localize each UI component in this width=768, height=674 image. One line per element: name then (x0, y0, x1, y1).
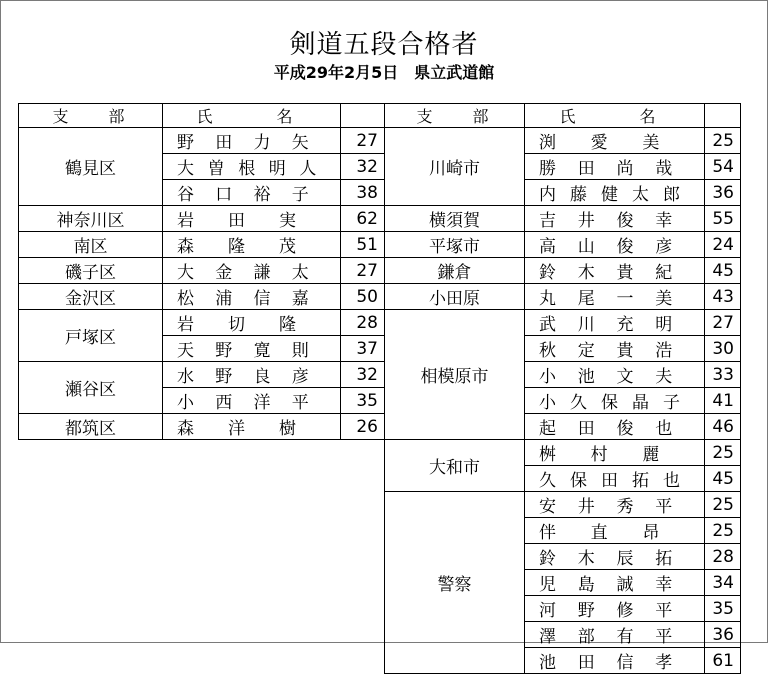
name-char: 大 (177, 159, 194, 179)
page-subtitle: 平成29年2月5日 県立武道館 (273, 63, 495, 82)
name-char: 秋 (539, 341, 556, 361)
name-char: 児 (539, 575, 556, 595)
name-char: 起 (539, 419, 556, 439)
name-char: 則 (291, 341, 309, 361)
age-cell: 36 (705, 180, 741, 206)
member-name (177, 232, 330, 257)
table-row (19, 128, 385, 154)
age-cell: 50 (341, 284, 385, 310)
branch-cell: 鎌倉 (385, 258, 525, 284)
age-cell: 25 (705, 128, 741, 154)
age-cell: 62 (341, 206, 385, 232)
name-char: 澤 (539, 627, 556, 647)
name-char: 太 (632, 185, 649, 205)
name-cell (525, 440, 705, 466)
name-char: 信 (253, 289, 271, 309)
name-char: 井 (577, 497, 595, 517)
age-cell: 35 (705, 596, 741, 622)
name-char: 子 (663, 393, 680, 413)
age-cell: 37 (341, 336, 385, 362)
name-char: 井 (577, 211, 595, 231)
name-char: 田 (577, 419, 595, 439)
name-cell (525, 544, 705, 570)
branch-cell: 神奈川区 (19, 206, 163, 232)
name-cell (525, 518, 705, 544)
name-char: 貴 (616, 341, 634, 361)
table-row (385, 310, 741, 336)
age-cell: 32 (341, 154, 385, 180)
table-row (19, 414, 385, 440)
name-char: 小 (539, 393, 556, 413)
branch-cell: 横須賀 (385, 206, 525, 232)
name-char: 昂 (642, 523, 660, 543)
member-name (539, 310, 694, 335)
name-char: 直 (590, 523, 608, 543)
name-char: 天 (177, 341, 194, 361)
name-char: 矢 (291, 133, 309, 153)
member-name (177, 258, 330, 283)
name-char: 野 (577, 601, 595, 621)
age-cell: 38 (341, 180, 385, 206)
member-name (539, 388, 694, 413)
name-char: 也 (663, 471, 680, 491)
name-char: 哉 (655, 159, 673, 179)
name-char: 樹 (279, 419, 296, 439)
name-cell (525, 388, 705, 414)
name-char: 拓 (632, 471, 649, 491)
name-char: 池 (539, 653, 556, 673)
name-char: 拓 (655, 549, 673, 569)
table-row (19, 310, 385, 336)
age-cell: 25 (705, 440, 741, 466)
age-cell: 24 (705, 232, 741, 258)
header-name-text: 氏名 (559, 107, 720, 126)
header-branch (19, 104, 163, 128)
table-header-row (19, 104, 385, 128)
name-char: 謙 (253, 263, 271, 283)
member-name (177, 206, 330, 231)
age-cell: 28 (705, 544, 741, 570)
age-cell: 45 (705, 258, 741, 284)
age-cell: 32 (341, 362, 385, 388)
member-name (177, 284, 330, 309)
name-char: 田 (228, 211, 245, 231)
name-char: 切 (228, 315, 245, 335)
name-cell (525, 128, 705, 154)
branch-cell: 警察 (385, 492, 525, 674)
branch-cell: 鶴見区 (19, 128, 163, 206)
member-name (177, 414, 330, 439)
name-char: 浦 (215, 289, 233, 309)
member-name (177, 362, 330, 387)
age-cell: 36 (705, 622, 741, 648)
name-cell (525, 622, 705, 648)
header-name (525, 104, 720, 128)
age-cell: 27 (341, 258, 385, 284)
name-char: 晶 (632, 393, 649, 413)
age-cell: 46 (705, 414, 741, 440)
name-char: 信 (616, 653, 634, 673)
member-name (539, 518, 694, 543)
name-char: 曽 (207, 159, 225, 179)
name-char: 夫 (655, 367, 673, 387)
name-char: 久 (539, 471, 556, 491)
name-cell (163, 362, 341, 388)
name-char: 良 (253, 367, 271, 387)
name-char: 小 (177, 393, 194, 413)
member-name (177, 180, 330, 205)
age-cell: 51 (341, 232, 385, 258)
member-name (177, 128, 330, 153)
name-cell (525, 362, 705, 388)
name-char: 修 (616, 601, 634, 621)
name-char: 麗 (642, 445, 660, 465)
name-cell (163, 336, 341, 362)
name-cell (163, 154, 341, 180)
name-char: 水 (177, 367, 194, 387)
branch-cell: 平塚市 (385, 232, 525, 258)
name-char: 田 (215, 133, 233, 153)
name-char: 尚 (616, 159, 634, 179)
page-title: 剣道五段合格者 (289, 30, 479, 60)
member-name (539, 180, 694, 205)
name-char: 川 (577, 315, 595, 335)
name-cell (525, 648, 705, 674)
name-char: 健 (601, 185, 618, 205)
table-row (385, 284, 741, 310)
name-char: 平 (655, 601, 673, 621)
name-cell (525, 180, 705, 206)
name-char: 隆 (228, 237, 245, 257)
table-row (385, 232, 741, 258)
age-cell: 33 (705, 362, 741, 388)
member-name (539, 570, 694, 595)
name-char: 辰 (616, 549, 634, 569)
branch-cell: 磯子区 (19, 258, 163, 284)
name-cell (163, 180, 341, 206)
name-char: 部 (577, 627, 595, 647)
age-cell: 61 (705, 648, 741, 674)
age-cell: 25 (705, 518, 741, 544)
age-cell: 30 (705, 336, 741, 362)
name-char: 谷 (177, 185, 194, 205)
header-branch-text: 支部 (52, 107, 165, 126)
name-cell (163, 284, 341, 310)
member-name (177, 336, 330, 361)
age-cell: 27 (341, 128, 385, 154)
table-row (19, 258, 385, 284)
table-row (385, 206, 741, 232)
name-char: 貴 (616, 263, 634, 283)
age-cell: 26 (341, 414, 385, 440)
member-name (539, 440, 694, 465)
name-char: 村 (590, 445, 608, 465)
name-char: 保 (601, 393, 618, 413)
name-char: 也 (655, 419, 673, 439)
member-name (539, 544, 694, 569)
name-char: 洋 (228, 419, 245, 439)
name-char: 田 (601, 471, 618, 491)
name-char: 郎 (663, 185, 680, 205)
name-char: 高 (539, 237, 556, 257)
member-name (539, 622, 694, 647)
age-cell: 25 (705, 492, 741, 518)
branch-cell: 川崎市 (385, 128, 525, 206)
name-cell (163, 206, 341, 232)
name-char: 木 (577, 549, 595, 569)
name-cell (525, 336, 705, 362)
branch-cell: 相模原市 (385, 310, 525, 440)
name-char: 愛 (590, 133, 608, 153)
name-char: 勝 (539, 159, 556, 179)
age-cell: 43 (705, 284, 741, 310)
name-cell (525, 258, 705, 284)
member-name (177, 388, 330, 413)
name-char: 保 (570, 471, 587, 491)
name-cell (525, 466, 705, 492)
name-char: 野 (177, 133, 194, 153)
name-cell (163, 388, 341, 414)
name-cell (525, 492, 705, 518)
age-cell: 28 (341, 310, 385, 336)
header-name (163, 104, 357, 128)
table-row (385, 258, 741, 284)
name-char: 森 (177, 237, 194, 257)
name-char: 吉 (539, 211, 556, 231)
member-name (539, 492, 694, 517)
name-cell (525, 232, 705, 258)
member-name (539, 128, 694, 153)
name-cell (525, 206, 705, 232)
name-char: 充 (616, 315, 634, 335)
name-char: 力 (253, 133, 271, 153)
name-char: 彦 (291, 367, 309, 387)
name-cell (525, 570, 705, 596)
name-cell (525, 596, 705, 622)
results-table-left (18, 103, 385, 440)
name-char: 俊 (616, 419, 634, 439)
age-cell: 27 (705, 310, 741, 336)
name-char: 木 (577, 263, 595, 283)
name-char: 河 (539, 601, 556, 621)
name-char: 平 (655, 497, 673, 517)
table-row (19, 284, 385, 310)
name-char: 茂 (279, 237, 296, 257)
name-char: 藤 (570, 185, 587, 205)
name-char: 岩 (177, 315, 194, 335)
header-branch (385, 104, 529, 128)
age-cell: 45 (705, 466, 741, 492)
name-char: 有 (616, 627, 634, 647)
name-cell (163, 128, 341, 154)
name-char: 子 (291, 185, 309, 205)
branch-cell: 小田原 (385, 284, 525, 310)
name-char: 人 (299, 159, 317, 179)
age-cell: 55 (705, 206, 741, 232)
name-char: 幸 (655, 575, 673, 595)
name-cell (525, 284, 705, 310)
name-char: 大 (177, 263, 194, 283)
name-char: 隆 (279, 315, 296, 335)
name-char: 根 (238, 159, 256, 179)
name-char: 実 (279, 211, 296, 231)
name-char: 田 (577, 159, 595, 179)
name-char: 丸 (539, 289, 556, 309)
name-char: 野 (215, 367, 233, 387)
name-char: 紀 (655, 263, 673, 283)
age-cell: 34 (705, 570, 741, 596)
header-name-text: 氏名 (196, 107, 357, 126)
name-char: 岩 (177, 211, 194, 231)
branch-cell: 戸塚区 (19, 310, 163, 362)
branch-cell: 瀬谷区 (19, 362, 163, 414)
name-char: 定 (577, 341, 595, 361)
member-name (539, 414, 694, 439)
table-row (19, 206, 385, 232)
member-name (539, 284, 694, 309)
member-name (539, 596, 694, 621)
name-char: 文 (616, 367, 634, 387)
member-name (539, 466, 694, 491)
name-char: 浩 (655, 341, 673, 361)
name-char: 武 (539, 315, 556, 335)
name-char: 美 (642, 133, 660, 153)
name-char: 桝 (539, 445, 556, 465)
name-char: 伴 (539, 523, 556, 543)
name-char: 嘉 (291, 289, 309, 309)
name-char: 裕 (253, 185, 271, 205)
member-name (539, 154, 694, 179)
member-name (539, 206, 694, 231)
name-char: 野 (215, 341, 233, 361)
name-char: 松 (177, 289, 194, 309)
table-row (19, 232, 385, 258)
name-char: 尾 (577, 289, 595, 309)
name-char: 小 (539, 367, 556, 387)
name-cell (525, 414, 705, 440)
member-name (539, 258, 694, 283)
name-cell (163, 310, 341, 336)
name-char: 久 (570, 393, 587, 413)
table-row (385, 492, 741, 518)
results-table-right (384, 103, 741, 674)
name-cell (525, 154, 705, 180)
name-char: 美 (655, 289, 673, 309)
name-char: 田 (577, 653, 595, 673)
member-name (539, 648, 694, 673)
member-name (539, 362, 694, 387)
member-name (177, 310, 330, 335)
name-char: 誠 (616, 575, 634, 595)
branch-cell: 大和市 (385, 440, 525, 492)
name-char: 渕 (539, 133, 556, 153)
name-char: 孝 (655, 653, 673, 673)
age-cell: 54 (705, 154, 741, 180)
name-cell (525, 310, 705, 336)
name-char: 一 (616, 289, 634, 309)
branch-cell: 都筑区 (19, 414, 163, 440)
name-char: 俊 (616, 211, 634, 231)
name-char: 洋 (253, 393, 271, 413)
name-char: 明 (655, 315, 673, 335)
name-char: 内 (539, 185, 556, 205)
branch-cell: 金沢区 (19, 284, 163, 310)
name-char: 口 (215, 185, 233, 205)
member-name (539, 232, 694, 257)
name-char: 寛 (253, 341, 271, 361)
member-name (539, 336, 694, 361)
name-char: 秀 (616, 497, 634, 517)
name-char: 太 (291, 263, 309, 283)
branch-cell: 南区 (19, 232, 163, 258)
header-branch-text: 支部 (416, 107, 529, 126)
name-char: 西 (215, 393, 233, 413)
table-header-row (385, 104, 741, 128)
age-cell: 35 (341, 388, 385, 414)
member-name (177, 154, 330, 179)
name-char: 森 (177, 419, 194, 439)
name-char: 平 (655, 627, 673, 647)
name-char: 安 (539, 497, 556, 517)
name-char: 島 (577, 575, 595, 595)
name-char: 平 (291, 393, 309, 413)
age-cell: 41 (705, 388, 741, 414)
name-cell (163, 258, 341, 284)
name-char: 鈴 (539, 263, 556, 283)
table-row (19, 362, 385, 388)
name-char: 俊 (616, 237, 634, 257)
name-char: 明 (268, 159, 286, 179)
table-row (385, 128, 741, 154)
name-char: 彦 (655, 237, 673, 257)
name-cell (163, 414, 341, 440)
name-char: 幸 (655, 211, 673, 231)
name-char: 山 (577, 237, 595, 257)
name-char: 金 (215, 263, 233, 283)
table-row (385, 440, 741, 466)
name-cell (163, 232, 341, 258)
name-char: 池 (577, 367, 595, 387)
name-char: 鈴 (539, 549, 556, 569)
